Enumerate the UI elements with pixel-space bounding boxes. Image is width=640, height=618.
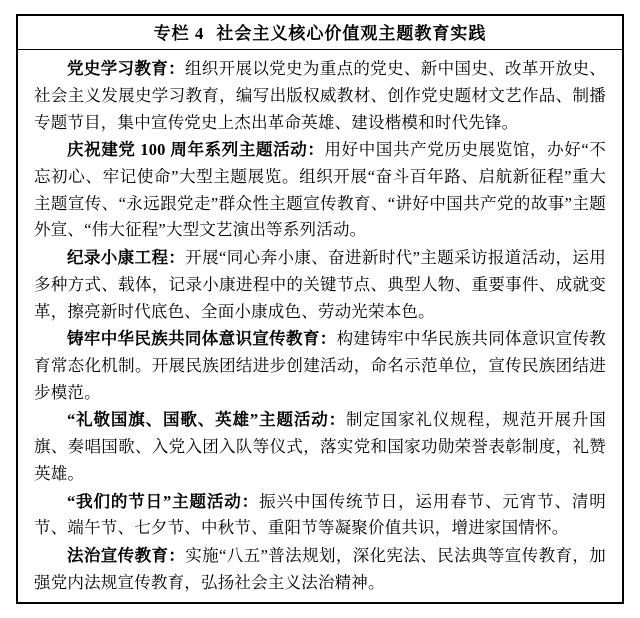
paragraph-lead: 党史学习教育： <box>67 59 185 79</box>
feature-box <box>16 14 624 604</box>
paragraph <box>34 56 606 136</box>
paragraph-text: 振兴中国传统节日，运用春节、元宵节、清明节、端午节、七夕节、中秋节、重阳节等凝聚价值共识，增进家国情怀。 <box>34 491 607 538</box>
paragraph-lead: “礼敬国旗、国歌、英雄”主题活动： <box>67 410 346 430</box>
paragraph <box>34 245 606 325</box>
paragraph <box>34 326 606 406</box>
paragraph-text: 组织开展以党史为重点的党史、新中国史、改革开放史、社会主义发展史学习教育，编写出版权威教材、创作党史题材文艺作品、制播专题节目，集中宣传党史上杰出革命英雄、建设楷模和时代先锋。 <box>34 59 606 132</box>
box-title <box>18 16 622 49</box>
paragraph-text: 实施“八五”普法规划，深化宪法、民法典等宣传教育，加强党内法规宣传教育，弘扬社会主义法治精神。 <box>34 546 606 592</box>
paragraph <box>34 543 606 596</box>
box-title-heading: 社会主义核心价值观主题教育实践 <box>216 24 487 43</box>
box-body <box>18 50 622 596</box>
paragraph-text: 用好中国共产党历史展览馆，办好“不忘初心、牢记使命”大型主题展览。组织开展“奋斗百年路、启航新征程”重大主题宣传、“永远跟党走”群众性主题宣传教育、“讲好中国共产党的故事”主题外宣、“伟大征程”大型文艺演出等系列活动。 <box>34 140 606 240</box>
paragraph-lead: 法治宣传教育： <box>67 546 186 566</box>
paragraph-lead: 庆祝建党 100 周年系列主题活动： <box>67 140 325 160</box>
paragraph <box>34 137 606 244</box>
paragraph-text: 开展“同心奔小康、奋进新时代”主题采访报道活动，运用多种方式、载体，记录小康进程中的关键节点、典型人物、重要事件、成就变革，擦亮新时代底色、全面小康成色、劳动光荣本色。 <box>34 248 606 321</box>
paragraph <box>34 489 606 542</box>
paragraph-text: 制定国家礼仪规程，规范开展升国旗、奏唱国歌、入党入团入队等仪式，落实党和国家功勋荣誉表彰制度，礼赞英雄。 <box>34 410 606 483</box>
box-title-label: 专栏 4 <box>153 24 205 43</box>
paragraph-lead: 铸牢中华民族共同体意识宣传教育： <box>67 329 337 349</box>
paragraph-lead: 纪录小康工程： <box>67 248 186 268</box>
paragraph-lead: “我们的节日”主题活动： <box>67 491 260 511</box>
paragraph-text: 构建铸牢中华民族共同体意识宣传教育常态化机制。开展民族团结进步创建活动，命名示范单位，宣传民族团结进步模范。 <box>34 329 607 402</box>
paragraph <box>34 407 606 487</box>
